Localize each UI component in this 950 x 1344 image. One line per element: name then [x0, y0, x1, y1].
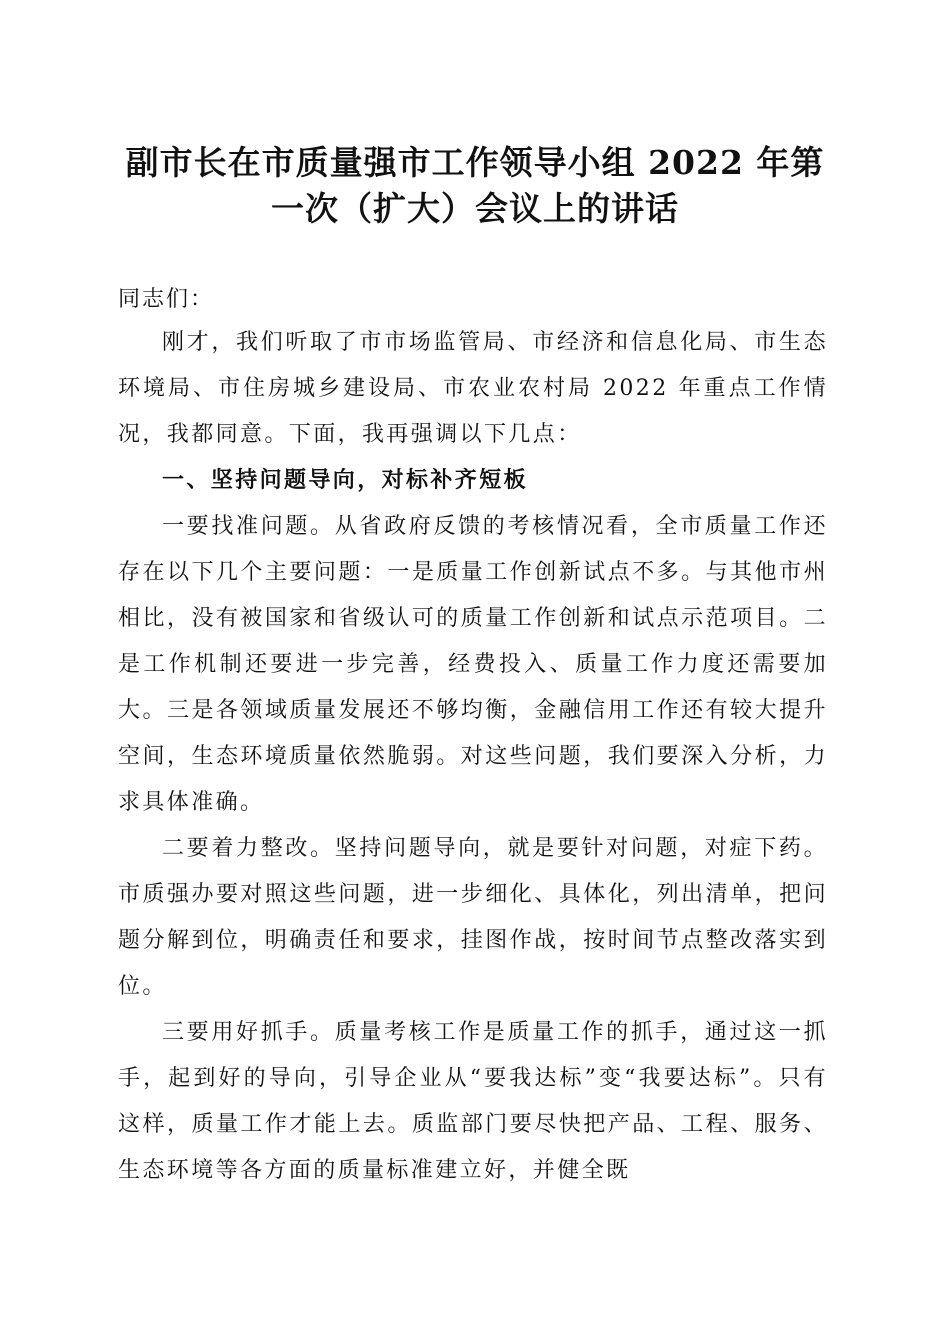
- title-line-1: 副市长在市质量强市工作领导小组 2022 年第: [125, 143, 825, 182]
- section-heading-1: 一、坚持问题导向，对标补齐短板: [162, 468, 529, 493]
- document-title: [0, 140, 950, 232]
- paragraph-intro: 刚才，我们听取了市市场监管局、市经济和信息化局、市生态环境局、市住房城乡建设局、市农业农村局 2022 年重点工作情况，我都同意。下面，我再强调以下几点：: [118, 330, 828, 447]
- salutation: 同志们：: [118, 287, 215, 312]
- paragraph-3: 三要用好抓手。质量考核工作是质量工作的抓手，通过这一抓手，起到好的导向，引导企业从“要我达标”变“我要达标”。只有这样，质量工作才能上去。质监部门要尽快把产品、工程、服务、生态环境等各方面的质量标准建立好，并健全既: [118, 1020, 828, 1183]
- paragraph-1: 一要找准问题。从省政府反馈的考核情况看，全市质量工作还存在以下几个主要问题：一是质量工作创新试点不多。与其他市州相比，没有被国家和省级认可的质量工作创新和试点示范项目。二是工作机制还要进一步完善，经费投入、质量工作力度还需要加大。三是各领域质量发展还不够均衡，金融信用工作还有较大提升空间，生态环境质量依然脆弱。对这些问题，我们要深入分析，力求具体准确。: [118, 514, 828, 815]
- document-body: [118, 320, 828, 1194]
- title-line-2: 一次（扩大）会议上的讲话: [271, 189, 679, 228]
- paragraph-2: 二要着力整改。坚持问题导向，就是要针对问题，对症下药。市质强办要对照这些问题，进一步细化、具体化，列出清单，把问题分解到位，明确责任和要求，挂图作战，按时间节点整改落实到位。: [118, 836, 828, 999]
